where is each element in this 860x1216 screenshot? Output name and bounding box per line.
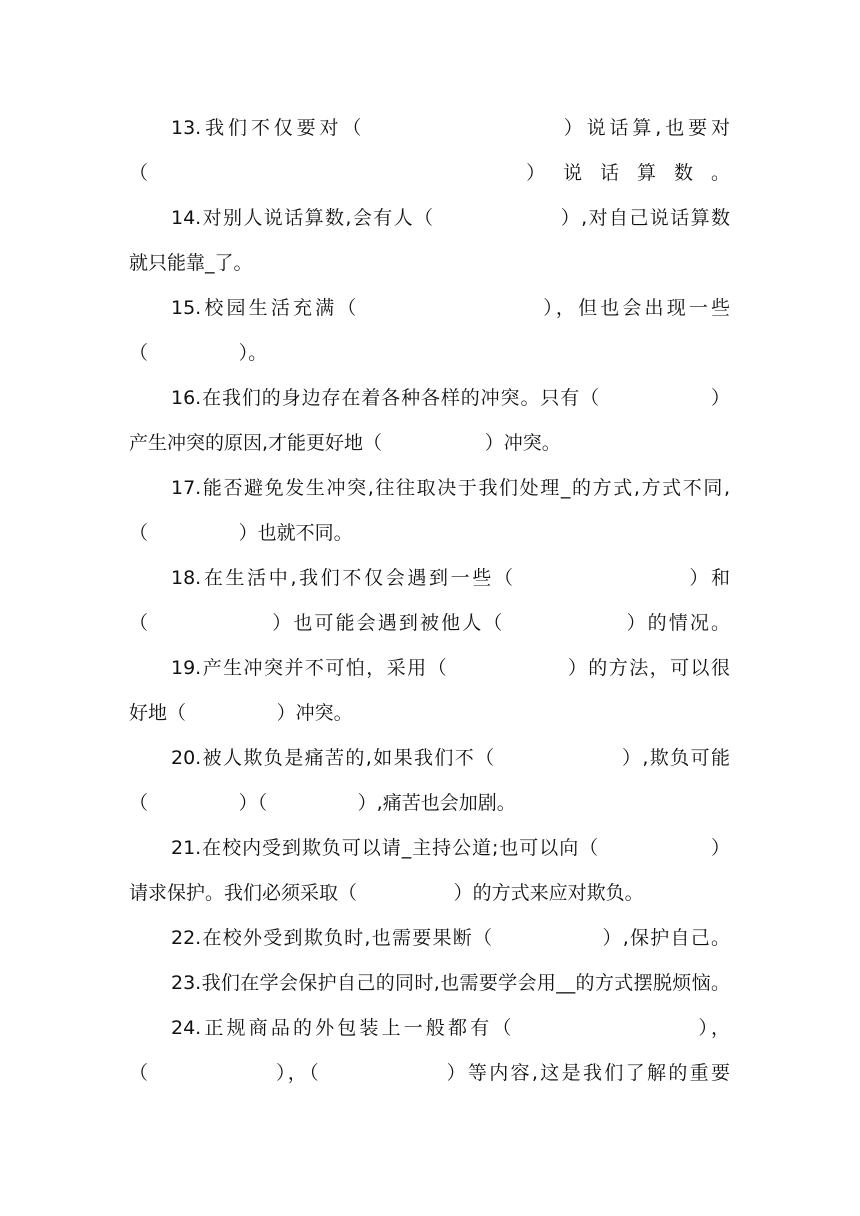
question-14-line-2: 就只能靠_了。 [129,252,253,274]
question-24-line-1: 24.正规商品的外包装上一般都有（ ）， [171,1017,730,1039]
question-15-line-2: （ ）。 [129,342,268,364]
question-21-line-1: 21.在校内受到欺负可以请_主持公道;也可以向（ ） [171,837,730,859]
question-24-line-2: （ ），（ ）等内容,这是我们了解的重要 [129,1062,730,1084]
question-18-line-2: （ ）也可能会遇到被他人（ ）的情况。 [129,612,730,634]
question-19-line-1: 19.产生冲突并不可怕，采用（ ）的方法，可以很 [171,657,730,679]
question-23-line-1: 23.我们在学会保护自己的同时,也需要学会用__的方式摆脱烦恼。 [171,972,730,994]
question-19-line-2: 好地（ ）冲突。 [129,702,353,724]
question-15-line-1: 15.校园生活充满（ ），但也会出现一些 [171,297,730,319]
question-16-line-2: 产生冲突的原因,才能更好地（ ）冲突。 [129,432,561,454]
question-13-line-2: （ ）说话算数。 [129,162,730,184]
question-17-line-1: 17.能否避免发生冲突,往往取决于我们处理_的方式,方式不同, [171,477,730,499]
question-20-line-2: （ ）（ ）,痛苦也会加剧。 [129,792,516,814]
question-17-line-2: （ ）也就不同。 [129,522,353,544]
question-16-line-1: 16.在我们的身边存在着各种各样的冲突。只有（ ） [171,387,730,409]
question-18-line-1: 18.在生活中,我们不仅会遇到一些（ ）和 [171,567,730,589]
question-14-line-1: 14.对别人说话算数,会有人（ ）,对自己说话算数 [171,207,730,229]
question-20-line-1: 20.被人欺负是痛苦的,如果我们不（ ）,欺负可能 [171,747,730,769]
question-22-line-1: 22.在校外受到欺负时,也需要果断（ ）,保护自己。 [171,927,730,949]
question-21-line-2: 请求保护。我们必须采取（ ）的方式来应对欺负。 [129,882,644,904]
question-13-line-1: 13.我们不仅要对（ ）说话算,也要对 [171,117,730,139]
